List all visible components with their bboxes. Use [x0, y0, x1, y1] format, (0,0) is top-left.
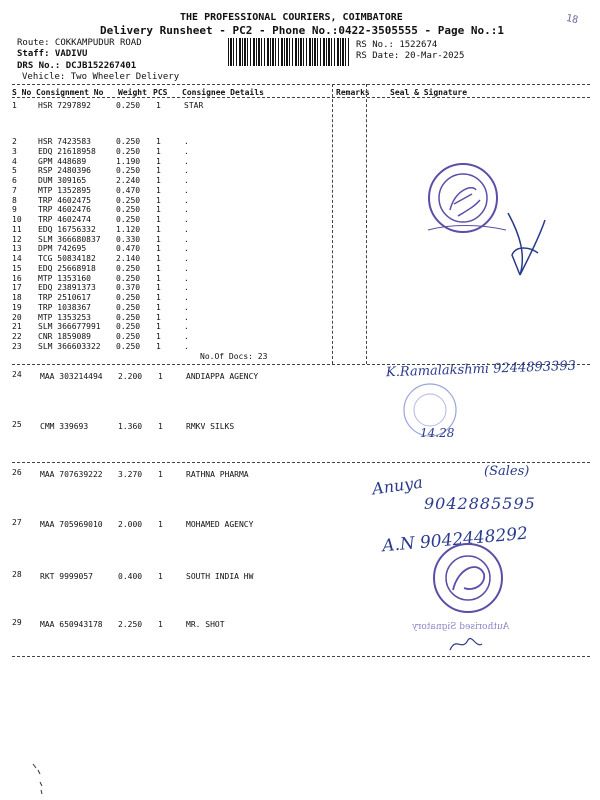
row-consignee: .: [184, 224, 189, 234]
row-pcs: 1: [156, 322, 161, 332]
row-weight: 0.250: [116, 341, 141, 351]
row-sno: 13: [12, 244, 22, 254]
row-pcs: 1: [156, 205, 161, 215]
row-consignee: .: [184, 166, 189, 176]
row-rule-26: [12, 462, 590, 463]
row-pcs: 1: [156, 263, 161, 273]
row-consignment: DUM 309165: [38, 176, 87, 185]
docs-count: No.Of Docs: 23: [200, 352, 268, 361]
col-weight: Weight: [118, 88, 147, 97]
row-consignment: MAA 303214494: [40, 372, 103, 381]
row-pcs: 1: [156, 273, 161, 283]
row-consignment: EDQ 23891373: [38, 283, 96, 293]
row-consignment: CMM 339693: [40, 422, 89, 431]
row-consignee: .: [184, 332, 189, 341]
signature-row24: K.Ramalakshmi 9244893393: [385, 358, 577, 381]
signature-row25: 14.28: [420, 426, 455, 440]
staff-label: Staff: VADIVU: [17, 49, 88, 59]
drs-label: DRS No.: DCJB152267401: [17, 61, 137, 71]
row-consignee: .: [184, 195, 189, 205]
row-weight: 1.360: [118, 422, 143, 431]
header-bottom-rule: [12, 97, 590, 98]
col-details: Consignee Details: [182, 88, 264, 97]
row-sno: 15: [12, 263, 22, 273]
row-sno: 2: [12, 137, 17, 146]
row-pcs: 1: [156, 234, 161, 244]
row-consignee: .: [184, 322, 189, 332]
row-pcs: 1: [156, 244, 161, 254]
rs-number: RS No.: 1522674: [356, 40, 438, 50]
signature-row26-phone: 9042885595: [424, 494, 536, 513]
col-seal: Seal & Signature: [390, 88, 468, 97]
mirrored-signatory-text: Authorised Signatory: [412, 622, 510, 632]
row-consignment: GPM 448689: [38, 156, 87, 166]
row-consignee: MOHAMED AGENCY: [186, 520, 254, 529]
row-pcs: 1: [156, 283, 161, 293]
col-pcs: PCS: [153, 88, 168, 97]
row-consignment: EDQ 21618958: [38, 146, 96, 156]
signature-scrawl: [490, 185, 550, 285]
row-consignment: SLM 366603322: [38, 341, 101, 351]
row-pcs: 1: [158, 572, 163, 581]
row-consignee: .: [184, 302, 189, 312]
row-weight: 2.240: [116, 176, 141, 185]
row-consignee: .: [184, 156, 189, 166]
row-sno: 11: [12, 224, 22, 234]
row-sno: 24: [12, 370, 22, 379]
row-sno: 22: [12, 332, 22, 341]
row-consignee: .: [184, 263, 189, 273]
col-remarks: Remarks: [336, 88, 370, 97]
row-weight: 0.400: [118, 572, 143, 581]
row-sno: 21: [12, 322, 22, 332]
row-weight: 0.250: [116, 332, 141, 341]
row-weight: 2.200: [118, 372, 143, 381]
row-weight: 0.470: [116, 185, 141, 195]
row-consignee: .: [184, 205, 189, 215]
row-rule-end: [12, 656, 590, 657]
row-sno: 18: [12, 293, 22, 302]
row-sno: 9: [12, 205, 17, 215]
row-weight: 0.250: [116, 205, 141, 215]
row-consignment: MAA 705969010: [40, 520, 103, 529]
corner-mark: 18: [564, 12, 580, 27]
hardware-stamp: [428, 538, 508, 618]
row-weight: 3.270: [118, 470, 143, 479]
row-pcs: 1: [156, 224, 161, 234]
col-consignment: Consignment No: [36, 88, 104, 97]
row-pcs: 1: [156, 156, 161, 166]
row-weight: 1.190: [116, 156, 141, 166]
runsheet-title: Delivery Runsheet - PC2 - Phone No.:0422-3505555 - Page No.:1: [100, 24, 504, 37]
company-name: THE PROFESSIONAL COURIERS, COIMBATORE: [180, 12, 403, 23]
row-sno: 23: [12, 341, 22, 351]
signature-row26-role: (Sales): [484, 464, 530, 479]
row-sno: 3: [12, 146, 17, 156]
vehicle-label: Vehicle: Two Wheeler Delivery: [22, 72, 180, 82]
row-pcs: 1: [158, 470, 163, 479]
row-consignment: TRP 2510617: [38, 293, 91, 302]
row-pcs: 1: [156, 195, 161, 205]
row-consignment: HSR 7423583: [38, 137, 91, 146]
row-consignment: EDQ 16756332: [38, 224, 96, 234]
row-consignment: MTP 1353160: [38, 273, 91, 283]
row-weight: 0.370: [116, 283, 141, 293]
row-sno: 25: [12, 420, 22, 429]
row-weight: 0.250: [116, 166, 141, 176]
row-pcs: 1: [156, 146, 161, 156]
bottom-specks: [30, 760, 50, 796]
signature-row27: A.N 9042448292: [381, 523, 529, 557]
row-consignment: TRP 4602474: [38, 215, 91, 224]
row-consignee: .: [184, 215, 189, 224]
row-pcs: 1: [156, 332, 161, 341]
row-sno: 29: [12, 618, 22, 627]
row-weight: 1.120: [116, 224, 141, 234]
route-label: Route: COKKAMPUDUR ROAD: [17, 38, 142, 48]
row-pcs: 1: [156, 176, 161, 185]
row-consignee: .: [184, 293, 189, 302]
row-consignee: .: [184, 283, 189, 293]
row-consignee: RMKV SILKS: [186, 422, 235, 431]
row-weight: 0.250: [116, 273, 141, 283]
row-consignee: .: [184, 312, 189, 322]
row-pcs: 1: [158, 620, 163, 629]
row-consignment: SLM 366677991: [38, 322, 101, 332]
row-sno: 16: [12, 273, 22, 283]
row-pcs: 1: [156, 185, 161, 195]
row-sno: 4: [12, 156, 17, 166]
row-consignment: HSR 7297892: [38, 101, 91, 110]
barcode: [228, 38, 350, 66]
row-sno: 27: [12, 518, 22, 527]
row-consignee: .: [184, 273, 189, 283]
row-consignee: .: [184, 234, 189, 244]
row29-signature: [446, 632, 486, 656]
row-weight: 0.250: [116, 293, 141, 302]
row-weight: 2.000: [118, 520, 143, 529]
row-weight: 0.250: [116, 146, 141, 156]
row-sno: 20: [12, 312, 22, 322]
row-consignment: RSP 2480396: [38, 166, 91, 176]
col-sno: S No: [12, 88, 32, 97]
row-consignee: .: [184, 244, 189, 254]
row-sno: 7: [12, 185, 17, 195]
row-consignment: RKT 9999057: [40, 572, 93, 581]
row-consignee: .: [184, 185, 189, 195]
row-sno: 12: [12, 234, 22, 244]
row-consignment: TRP 1038367: [38, 302, 91, 312]
row-consignment: CNR 1859089: [38, 332, 91, 341]
row-consignment: EDQ 25668918: [38, 263, 96, 273]
row-sno: 1: [12, 101, 17, 110]
row-consignment: MTP 1352895: [38, 185, 91, 195]
rs-date: RS Date: 20-Mar-2025: [356, 51, 465, 61]
row-weight: 0.250: [116, 263, 141, 273]
row-consignee: .: [184, 254, 189, 263]
row-consignment: MAA 707639222: [40, 470, 103, 479]
row-pcs: 1: [158, 372, 163, 381]
row-sno: 8: [12, 195, 17, 205]
row-consignment: TRP 4602475: [38, 195, 91, 205]
row-consignee: RATHNA PHARMA: [186, 470, 249, 479]
row-weight: 2.250: [118, 620, 143, 629]
row-pcs: 1: [156, 302, 161, 312]
row-pcs: 1: [156, 254, 161, 263]
row-sno: 14: [12, 254, 22, 263]
row-consignment: MAA 650943178: [40, 620, 103, 629]
row-pcs: 1: [156, 312, 161, 322]
row-consignee: .: [184, 146, 189, 156]
row-weight: 0.250: [116, 195, 141, 205]
row-consignment: TRP 4602476: [38, 205, 91, 215]
row-pcs: 1: [158, 520, 163, 529]
row-weight: 0.470: [116, 244, 141, 254]
row-weight: 0.250: [116, 312, 141, 322]
row-sno: 10: [12, 215, 22, 224]
row-pcs: 1: [156, 101, 161, 110]
row-weight: 0.250: [116, 101, 141, 110]
row-consignee: STAR: [184, 101, 204, 110]
row-weight: 0.330: [116, 234, 141, 244]
row-pcs: 1: [156, 293, 161, 302]
seal-divider: [366, 84, 367, 364]
row-consignee: SOUTH INDIA HW: [186, 572, 254, 581]
row-pcs: 1: [156, 341, 161, 351]
row-consignee: .: [184, 137, 189, 146]
row-consignee: MR. SHOT: [186, 620, 225, 629]
row-sno: 26: [12, 468, 22, 477]
remarks-divider: [332, 84, 333, 364]
row-pcs: 1: [156, 137, 161, 146]
row-weight: 2.140: [116, 254, 141, 263]
row-consignment: TCG 50834182: [38, 254, 96, 263]
row-sno: 6: [12, 176, 17, 185]
row-consignee: .: [184, 176, 189, 185]
row-weight: 0.250: [116, 302, 141, 312]
row-sno: 17: [12, 283, 22, 293]
row-consignment: DPM 742695: [38, 244, 87, 254]
row-consignment: SLM 366680837: [38, 234, 101, 244]
row-pcs: 1: [156, 215, 161, 224]
row-weight: 0.250: [116, 215, 141, 224]
row-consignee: ANDIAPPA AGENCY: [186, 372, 259, 381]
row-weight: 0.250: [116, 322, 141, 332]
row-consignee: .: [184, 341, 189, 351]
row-sno: 28: [12, 570, 22, 579]
row-pcs: 1: [156, 166, 161, 176]
row-sno: 19: [12, 302, 22, 312]
row-weight: 0.250: [116, 137, 141, 146]
header-top-rule: [12, 84, 590, 85]
row-pcs: 1: [158, 422, 163, 431]
row-consignment: MTP 1353253: [38, 312, 91, 322]
signature-row26-name: Anuya: [370, 472, 424, 499]
row-sno: 5: [12, 166, 17, 176]
